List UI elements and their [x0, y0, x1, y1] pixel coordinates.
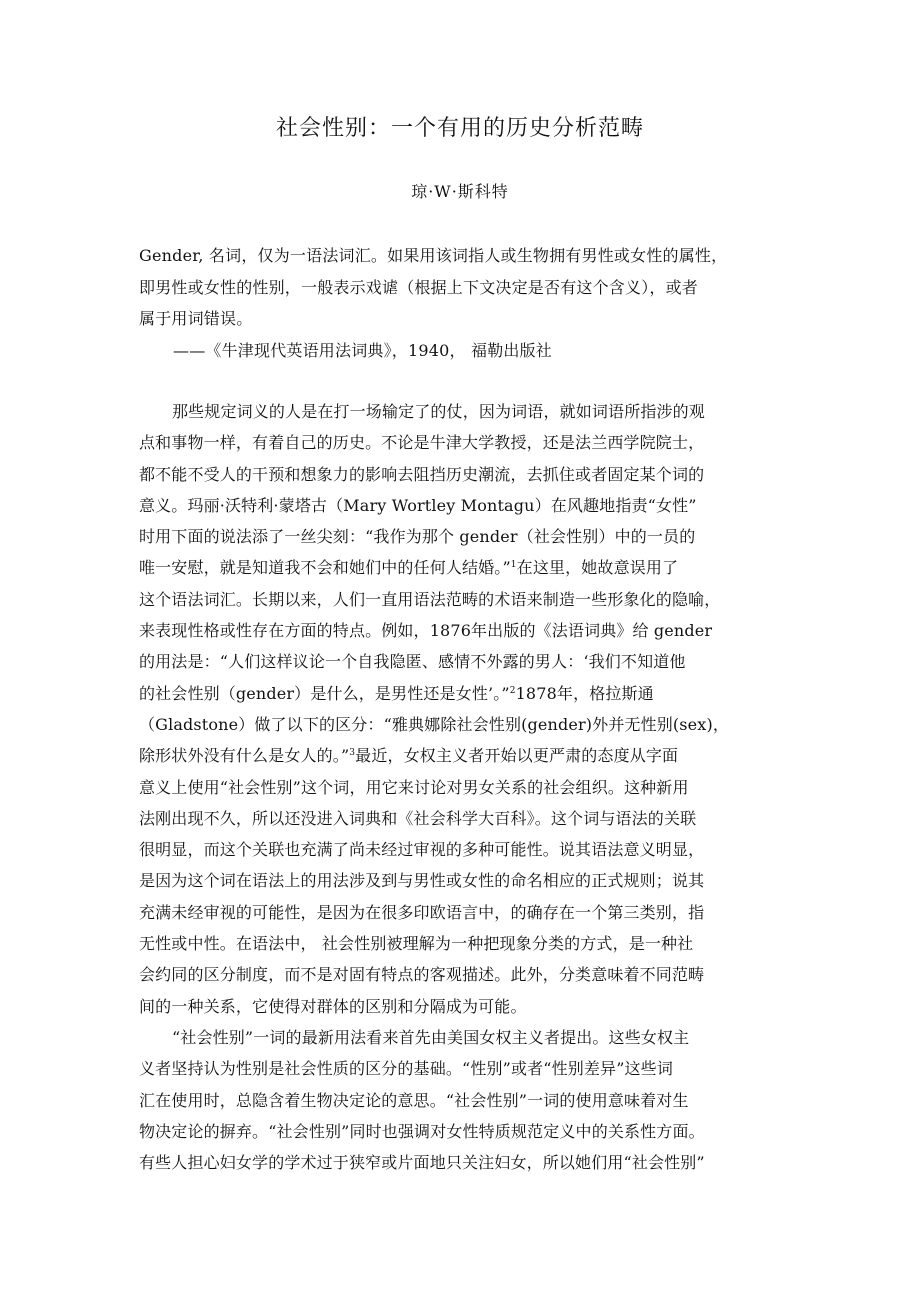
- footnote-marker-1[interactable]: 1: [510, 560, 517, 571]
- paragraph-line: [139, 740, 789, 771]
- epigraph-source: ——《牛津现代英语用法词典》，1940， 福勒出版社: [173, 340, 553, 360]
- epigraph: [139, 240, 789, 366]
- line-text: 1878年，格拉斯通: [515, 683, 654, 703]
- paragraph-line: [139, 552, 789, 583]
- paragraph-line: 很明显，而这个关联也充满了尚未经过审视的多种可能性。说其语法意义明显，: [139, 840, 705, 860]
- paragraph-line: （Gladstone）做了以下的区分：“雅典娜除社会性别(gender)外并无性别(sex)，: [139, 714, 730, 734]
- paragraph-line: 无性或中性。在语法中， 社会性别被理解为一种把现象分类的方式，是一种社: [139, 934, 694, 954]
- paragraph-line: 充满未经审视的可能性，是因为在很多印欧语言中，的确存在一个第三类别，指: [139, 902, 705, 922]
- paragraph-line: 点和事物一样，有着自己的历史。不论是牛津大学教授，还是法兰西学院院士，: [139, 433, 705, 453]
- paragraph-line: 这个语法词汇。长期以来，人们一直用语法范畴的术语来制造一些形象化的隐喻，: [139, 589, 721, 609]
- paragraph-line: 意义上使用“社会性别”这个词，用它来讨论对男女关系的社会组织。这种新用: [139, 777, 689, 797]
- document-title: 社会性别：一个有用的历史分析范畴: [275, 116, 644, 141]
- paragraph-line: “社会性别”一词的最新用法看来首先由美国女权主义者提出。这些女权主: [172, 1027, 690, 1047]
- epigraph-line: Gender, 名词，仅为一语法词汇。如果用该词指人或生物拥有男性或女性的属性，: [139, 246, 728, 265]
- paragraph-line: 义者坚持认为性别是社会性质的区分的基础。“性别”或者“性别差异”这些词: [139, 1059, 673, 1079]
- paragraph-line: 那些规定词义的人是在打一场输定了的仗，因为词语，就如词语所指涉的观: [172, 402, 705, 421]
- paragraph-line: 有些人担心妇女学的学术过于狭窄或片面地只关注妇女，所以她们用“社会性别”: [139, 1153, 705, 1173]
- paragraph-line: 来表现性格或性存在方面的特点。例如，1876年出版的《法语词典》给 gender: [139, 621, 713, 641]
- paragraph-line: 汇在使用时，总隐含着生物决定论的意思。“社会性别”一词的使用意味着对生: [139, 1090, 689, 1110]
- paragraph-line: 时用下面的说法添了一丝尖刻：“我作为那个 gender（社会性别）中的一员的: [139, 527, 696, 547]
- footnote-marker-2[interactable]: 2: [509, 685, 516, 696]
- author-name: 琼·W·斯科特: [411, 182, 509, 201]
- paragraph-line: [139, 678, 789, 709]
- line-text: 唯一安慰，就是知道我不会和她们中的任何人结婚。”: [139, 558, 511, 578]
- paragraph-line: 间的一种关系，它使得对群体的区别和分隔成为可能。: [139, 996, 527, 1016]
- paragraph-line: 法刚出现不久，所以还没进入词典和《社会科学大百科》。这个词与语法的关联: [139, 808, 697, 828]
- epigraph-line: 属于用词错误。: [139, 309, 253, 328]
- line-text: 在这里，她故意误用了: [516, 558, 679, 578]
- paragraph-line: 的用法是：“人们这样议论一个自我隐匿、感情不外露的男人：‘我们不知道他: [139, 652, 686, 672]
- paragraph-line: 会约同的区分制度，而不是对固有特点的客观描述。此外，分类意味着不同范畴: [139, 965, 705, 985]
- footnote-marker-3[interactable]: 3: [349, 748, 356, 759]
- line-text: 的社会性别（gender）是什么，是男性还是女性’。”: [139, 683, 510, 703]
- paragraph-line: 都不能不受人的干预和想象力的影响去阻挡历史潮流，去抓住或者固定某个词的: [139, 464, 705, 484]
- line-text: 除形状外没有什么是女人的。”: [139, 746, 350, 766]
- body-text: [139, 396, 789, 1178]
- paragraph-line: 物决定论的摒弃。“社会性别”同时也强调对女性特质规范定义中的关系性方面。: [139, 1121, 705, 1141]
- paragraph-line: 是因为这个词在语法上的用法涉及到与男性或女性的命名相应的正式规则；说其: [139, 871, 705, 891]
- epigraph-line: 即男性或女性的性别，一般表示戏谑（根据上下文决定是否有这个含义），或者: [139, 277, 699, 297]
- paragraph-line: 意义。玛丽·沃特利·蒙塔古（Mary Wortley Montagu）在风趣地指责“女性”: [139, 495, 697, 515]
- line-text: 最近，女权主义者开始以更严肃的态度从字面: [355, 746, 679, 766]
